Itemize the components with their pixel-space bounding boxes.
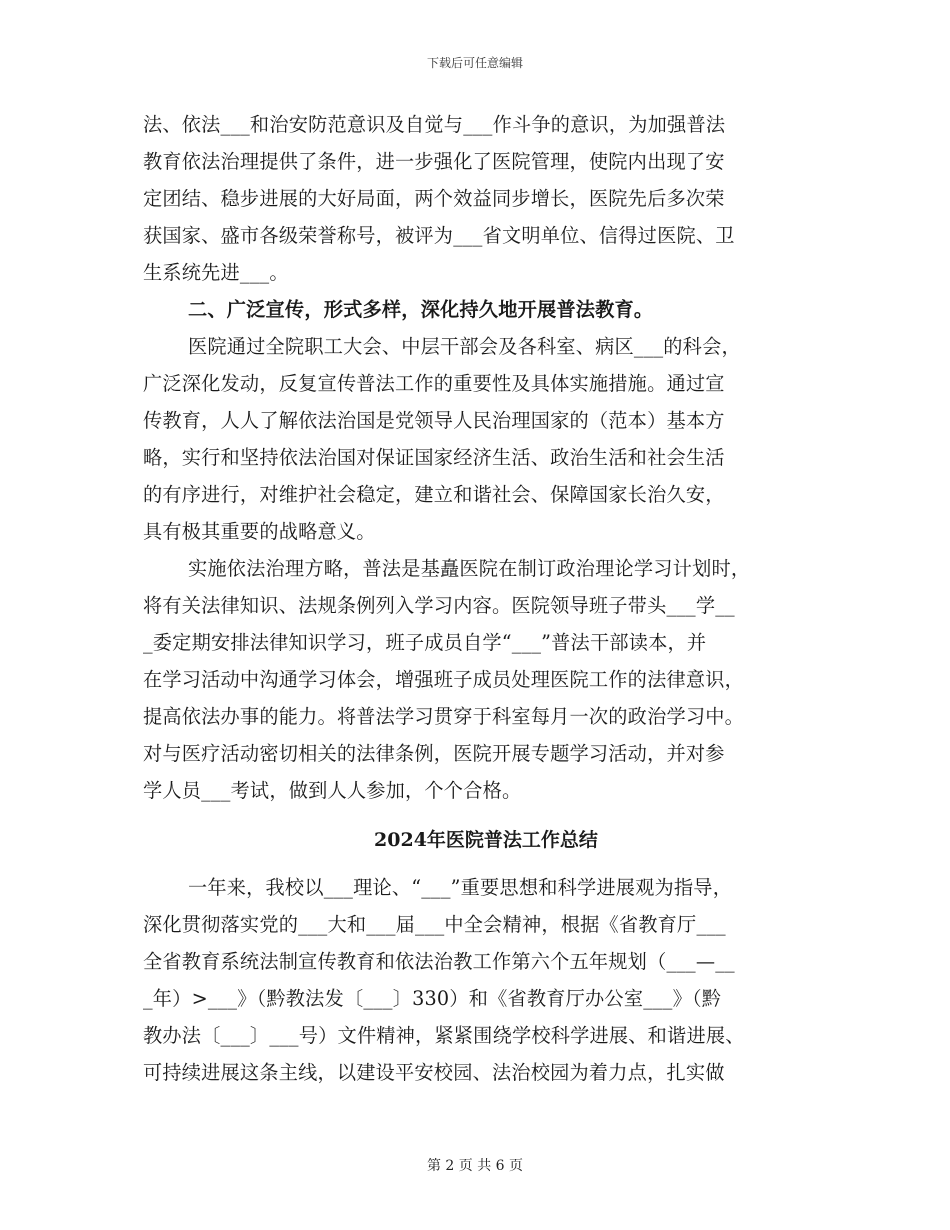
- text-line: 对与医疗活动密切相关的法律条例，医院开展专题学习活动，并对参: [143, 742, 725, 765]
- section-heading: 二、广泛宣传，形式多样，深化持久地开展普法教育。: [188, 298, 654, 321]
- text-line: 一年来，我校以___理论、“___”重要思想和科学进展观为指导，: [188, 876, 733, 899]
- text-line: 在学习活动中沟通学习体会，增强班子成员处理医院工作的法律意识，: [143, 668, 745, 691]
- text-line: 实施依法治理方略，普法是基矗医院在制订政治理论学习计划时，: [188, 557, 751, 580]
- paragraph-publicity: [143, 328, 823, 550]
- text-line: 提高依法办事的能力。将普法学习贯穿于科室每月一次的政治学习中。: [143, 705, 745, 728]
- text-line: 获国家、盛市各级荣誉称号，被评为___省文明单位、信得过医院、卫: [143, 224, 735, 247]
- text-line: 学人员___考试，做到人人参加，个个合格。: [143, 779, 522, 802]
- text-line: 教育依法治理提供了条件，进一步强化了医院管理，使院内出现了安: [143, 150, 725, 173]
- text-line: _委定期安排法律知识学习，班子成员自学“___”普法干部读本，并: [143, 631, 707, 654]
- document-title: 2024年医院普法工作总结: [374, 829, 598, 851]
- paragraph-continued: [143, 106, 823, 291]
- text-line: 传教育，人人了解依法治国是党领导人民治理国家的（范本）基本方: [143, 409, 725, 432]
- text-line: 具有极其重要的战略意义。: [143, 520, 376, 543]
- text-line: 略，实行和坚持依法治国对保证国家经济生活、政治生活和社会生活: [143, 446, 725, 469]
- paragraph-implementation: [143, 550, 823, 809]
- page-header: 下载后可任意编辑: [426, 56, 523, 70]
- text-line: 定团结、稳步进展的大好局面，两个效益同步增长，医院先后多次荣: [143, 187, 725, 210]
- text-line: 可持续进展这条主线，以建设平安校园、法治校园为着力点，扎实做: [143, 1061, 725, 1084]
- text-line: 深化贯彻落实党的___大和___届___中全会精神，根据《省教育厅___: [143, 913, 726, 936]
- text-line: 医院通过全院职工大会、中层干部会及各科室、病区___的科会，: [188, 335, 741, 358]
- text-line: 将有关法律知识、法规条例列入学习内容。医院领导班子带头___学__: [143, 594, 735, 617]
- text-line: 广泛深化发动，反复宣传普法工作的重要性及具体实施措施。通过宣: [143, 372, 725, 395]
- text-line: 的有序进行，对维护社会稳定，建立和谐社会、保障国家长治久安，: [143, 483, 725, 506]
- page-number: 第 2 页 共 6 页: [426, 1158, 524, 1174]
- text-line: 法、依法___和治安防范意识及自觉与___作斗争的意识，为加强普法: [143, 113, 726, 136]
- text-line: 教办法〔___〕___号）文件精神，紧紧围绕学校科学进展、和谐进展、: [143, 1024, 745, 1047]
- text-line: 生系统先进___。: [143, 261, 289, 284]
- paragraph-summary: [143, 869, 823, 1091]
- text-line: _年）>___》（黔教法发〔___〕330）和《省教育厅办公室___》（黔: [143, 987, 722, 1010]
- document-body: [143, 106, 823, 1091]
- text-line: 全省教育系统法制宣传教育和依法治教工作第六个五年规划（___—__: [143, 950, 735, 973]
